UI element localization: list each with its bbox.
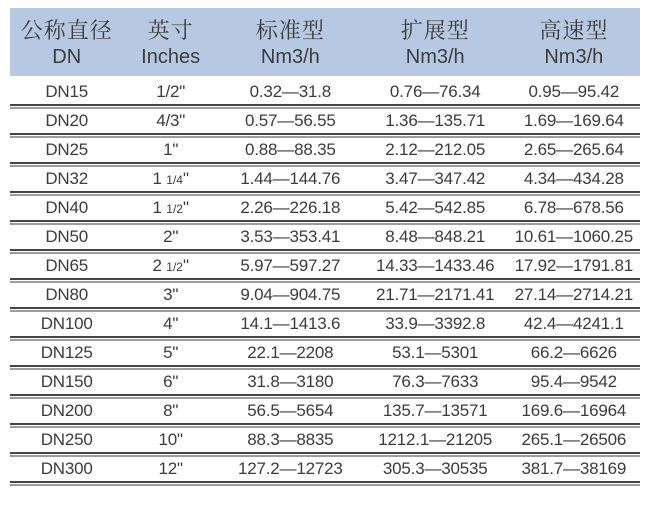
header-label-en: DN — [52, 46, 82, 68]
cell-standard: 31.8—3180 — [247, 372, 334, 391]
cell-standard: 2.26—226.18 — [240, 198, 341, 217]
table-row — [10, 428, 640, 452]
cell-standard: 3.53—353.41 — [240, 227, 341, 246]
cell-dn: DN15 — [45, 82, 89, 101]
cell-dn: DN300 — [40, 459, 93, 478]
cell-dn: DN250 — [40, 430, 93, 449]
cell-high-speed: 10.61—1060.25 — [514, 227, 634, 246]
cell-inches: 10" — [158, 430, 183, 449]
cell-inches: 1 1/4" — [152, 169, 189, 188]
cell-dn: DN80 — [45, 285, 89, 304]
cell-inches: 8" — [163, 401, 179, 420]
cell-high-speed: 6.78—678.56 — [523, 198, 624, 217]
cell-dn: DN65 — [45, 256, 89, 275]
cell-high-speed: 4.34—434.28 — [523, 169, 624, 188]
header-label-en: Nm3/h — [544, 46, 604, 68]
cell-high-speed: 27.14—2714.21 — [514, 285, 634, 304]
cell-extended: 0.76—76.34 — [389, 82, 481, 101]
cell-dn: DN150 — [40, 372, 93, 391]
header-cell-dn — [10, 8, 123, 76]
cell-inches: 5" — [163, 343, 179, 362]
header-cell-high-speed — [508, 8, 640, 76]
cell-inches: 3" — [163, 285, 179, 304]
cell-high-speed: 1.69—169.64 — [523, 111, 624, 130]
cell-extended: 3.47—347.42 — [385, 169, 486, 188]
cell-high-speed: 381.7—38169 — [521, 459, 627, 478]
cell-inches: 1" — [163, 140, 179, 159]
cell-standard: 14.1—1413.6 — [240, 314, 341, 333]
table-row — [10, 254, 640, 278]
cell-dn: DN100 — [40, 314, 93, 333]
cell-high-speed: 169.6—16964 — [521, 401, 627, 420]
cell-high-speed: 42.4—4241.1 — [523, 314, 624, 333]
cell-high-speed: 265.1—26506 — [521, 430, 627, 449]
header-label-en: Nm3/h — [260, 46, 320, 68]
table-row — [10, 225, 640, 249]
header-label-zh: 扩展型 — [400, 18, 470, 43]
table-row — [10, 399, 640, 423]
cell-extended: 14.33—1433.46 — [376, 256, 495, 275]
cell-standard: 0.32—31.8 — [249, 82, 332, 101]
cell-dn: DN32 — [45, 169, 89, 188]
cell-standard: 127.2—12723 — [238, 459, 343, 478]
header-label-zh: 高速型 — [539, 18, 609, 43]
header-label-zh: 公称直径 — [20, 18, 113, 43]
table-row — [10, 283, 640, 307]
cell-standard: 9.04—904.75 — [240, 285, 341, 304]
table-row — [10, 196, 640, 220]
inch-fraction: 1/2 — [166, 202, 183, 216]
cell-extended: 2.12—212.05 — [385, 140, 486, 159]
cell-inches: 12" — [158, 459, 183, 478]
cell-dn: DN20 — [45, 111, 89, 130]
cell-extended: 21.71—2171.41 — [376, 285, 495, 304]
cell-inches: 1/2" — [156, 82, 186, 101]
cell-extended: 305.3—30535 — [382, 459, 488, 478]
header-cell-extended — [363, 8, 508, 76]
cell-extended: 33.9—3392.8 — [385, 314, 486, 333]
cell-extended: 5.42—542.85 — [385, 198, 486, 217]
table-row — [10, 167, 640, 191]
cell-inches: 4/3" — [156, 111, 186, 130]
cell-standard: 0.88—88.35 — [245, 140, 336, 159]
cell-extended: 1212.1—21205 — [378, 430, 493, 449]
table-row — [10, 312, 640, 336]
cell-standard: 1.44—144.76 — [240, 169, 341, 188]
table-body — [10, 76, 640, 486]
cell-dn: DN50 — [45, 227, 89, 246]
cell-inches: 4" — [163, 314, 179, 333]
cell-standard: 56.5—5654 — [247, 401, 334, 420]
cell-extended: 76.3—7633 — [392, 372, 479, 391]
cell-high-speed: 0.95—95.42 — [528, 82, 620, 101]
cell-extended: 135.7—13571 — [382, 401, 488, 420]
row-separator — [10, 481, 640, 486]
cell-high-speed: 66.2—6626 — [530, 343, 617, 362]
cell-inches: 2" — [163, 227, 179, 246]
header-label-zh: 标准型 — [255, 18, 325, 43]
cell-extended: 53.1—5301 — [392, 343, 479, 362]
inch-fraction: 1/4 — [166, 173, 183, 187]
table-row — [10, 138, 640, 162]
cell-dn: DN40 — [45, 198, 89, 217]
header-label-en: Nm3/h — [405, 46, 465, 68]
cell-inches: 1 1/2" — [152, 198, 189, 217]
header-cell-standard — [218, 8, 363, 76]
cell-inches: 2 1/2" — [152, 256, 189, 275]
cell-dn: DN125 — [40, 343, 93, 362]
cell-inches: 6" — [163, 372, 179, 391]
header-label-en: Inches — [141, 46, 201, 68]
cell-standard: 5.97—597.27 — [240, 256, 341, 275]
table-row — [10, 457, 640, 481]
header-label-zh: 英寸 — [147, 18, 194, 43]
cell-high-speed: 95.4—9542 — [530, 372, 617, 391]
table-header-row — [10, 8, 640, 76]
cell-standard: 22.1—2208 — [247, 343, 334, 362]
cell-standard: 0.57—56.55 — [245, 111, 336, 130]
table-row — [10, 341, 640, 365]
cell-extended: 1.36—135.71 — [385, 111, 486, 130]
header-cell-inches — [123, 8, 218, 76]
table-row — [10, 109, 640, 133]
table-row — [10, 80, 640, 104]
inch-fraction: 1/2 — [166, 260, 183, 274]
cell-dn: DN25 — [45, 140, 89, 159]
cell-extended: 8.48—848.21 — [385, 227, 486, 246]
table-row — [10, 370, 640, 394]
cell-high-speed: 2.65—265.64 — [523, 140, 624, 159]
cell-standard: 88.3—8835 — [247, 430, 334, 449]
cell-high-speed: 17.92—1791.81 — [514, 256, 634, 275]
cell-dn: DN200 — [40, 401, 93, 420]
